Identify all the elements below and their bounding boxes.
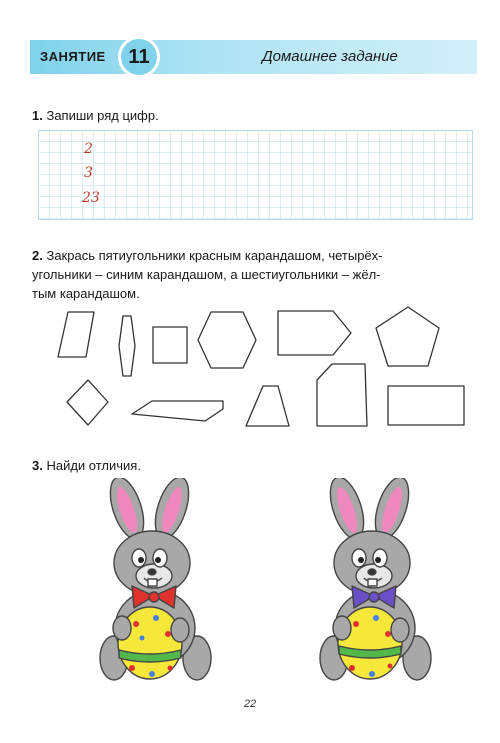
- bunny-nose: [368, 569, 376, 575]
- narrow-hexagon-shape: [119, 316, 135, 376]
- long-pentagon-shape: [132, 401, 223, 421]
- pentagon-arrow-shape: [278, 311, 351, 355]
- task-3-instruction: [32, 456, 141, 475]
- bunny-right-illustration: [312, 478, 442, 688]
- bunny-nose: [148, 569, 156, 575]
- task-1-number: 1.: [32, 108, 43, 123]
- task-3-text: Найди отличия.: [46, 458, 141, 473]
- bunny-teeth: [148, 579, 157, 586]
- task-3-number: 3.: [32, 458, 43, 473]
- lesson-number-badge: 11: [118, 36, 160, 78]
- hexagon-shape: [198, 312, 256, 368]
- lesson-label: ЗАНЯТИЕ: [40, 49, 106, 64]
- task-2-line: 2. Закрась пятиугольники красным карандашом, четырёх-: [32, 248, 383, 263]
- bunny-left-illustration: [92, 478, 222, 688]
- bunny-teeth: [368, 579, 377, 586]
- cut-corner-hexagon-shape: [317, 364, 367, 426]
- parallelogram-shape: [58, 312, 94, 357]
- bunny-paw: [171, 618, 189, 642]
- rectangle-shape: [388, 386, 464, 425]
- rhombus-shape: [67, 380, 108, 425]
- handwritten-digit: 2: [84, 141, 93, 157]
- task-2-line: угольники – синим карандашом, а шестиугольники – жёл-: [32, 267, 381, 282]
- lesson-title: Домашнее задание: [262, 48, 398, 65]
- handwritten-digit: 3: [84, 165, 93, 181]
- square-shape: [153, 327, 187, 363]
- bunny-paw: [333, 616, 351, 640]
- page-number: 22: [243, 698, 257, 710]
- handwritten-digit: 23: [82, 190, 100, 206]
- bunny-paw: [391, 618, 409, 642]
- task-1-text: Запиши ряд цифр.: [46, 108, 159, 123]
- bunny-paw: [113, 616, 131, 640]
- task-2-line: тым карандашом.: [32, 286, 140, 301]
- pentagon-shape: [376, 307, 439, 366]
- trapezoid-shape: [246, 386, 289, 426]
- task-2-number: 2.: [32, 248, 43, 263]
